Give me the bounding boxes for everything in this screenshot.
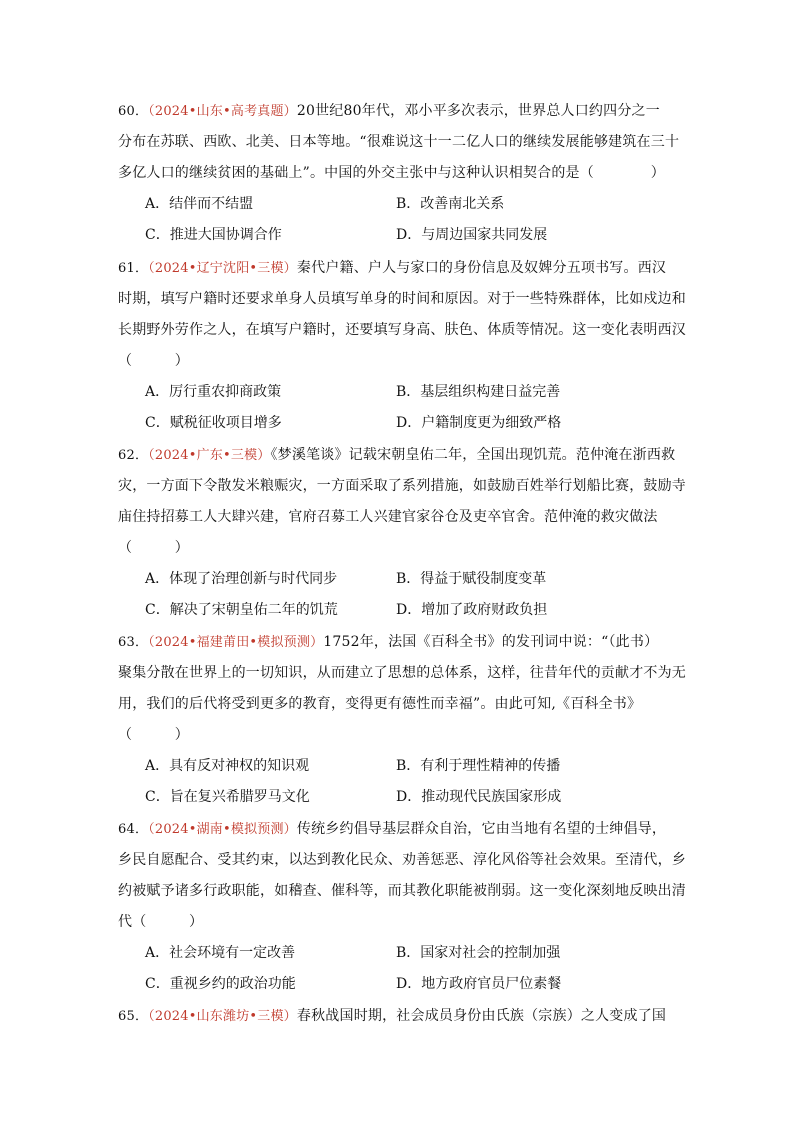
question-text: 长期野外劳作之人，在填写户籍时，还要填写身高、肤色、体质等情况。这一变化表明西汉 <box>118 322 686 338</box>
question-first-line <box>118 440 678 471</box>
question-number: 63． <box>118 635 149 650</box>
question-number: 64． <box>118 822 149 837</box>
question-text: 20世纪80年代，邓小平多次表示，世界总人口约四分之一 <box>296 103 660 119</box>
option-a: A．体现了治理创新与时代同步 <box>145 571 338 587</box>
question-number: 62． <box>118 448 149 463</box>
option-c: C．旨在复兴希腊罗马文化 <box>145 789 310 805</box>
options-row <box>118 938 678 969</box>
option-b: B．基层组织构建日益完善 <box>396 384 561 400</box>
option-c: C．重视乡约的政治功能 <box>145 976 296 992</box>
question-text: 1752年，法国《百科全书》的发刊词中说：“（此书） <box>323 634 659 650</box>
question-number: 65． <box>118 1009 149 1024</box>
answer-paren: （ ） <box>118 540 189 556</box>
option-b: B．改善南北关系 <box>396 196 505 212</box>
question-first-line <box>118 96 678 127</box>
options-row <box>118 751 678 782</box>
option-c: C．解决了宋朝皇佑二年的饥荒 <box>145 602 338 618</box>
question-number: 60． <box>118 104 149 119</box>
question-63 <box>118 627 686 813</box>
options-row <box>118 408 678 439</box>
option-d: D．增加了政府财政负担 <box>396 602 548 618</box>
question-text: 用，我们的后代将受到更多的教育，变得更有德性而幸福”。由此可知,《百科全书》 <box>118 696 642 712</box>
question-source: （2024•辽宁沈阳•三模） <box>148 261 297 276</box>
question-text: 《梦溪笔谈》记载宋朝皇佑二年，全国出现饥荒。范仲淹在浙西救 <box>270 447 676 463</box>
option-d: D．户籍制度更为细致严格 <box>396 415 562 431</box>
question-source: （2024•湖南•模拟预测） <box>148 822 297 837</box>
question-number: 61． <box>118 261 149 276</box>
question-60 <box>118 96 678 251</box>
option-b: B．得益于赋役制度变革 <box>396 571 547 587</box>
question-61 <box>118 253 686 439</box>
option-b: B．国家对社会的控制加强 <box>396 945 561 961</box>
question-first-line <box>118 814 678 845</box>
options-row <box>118 564 678 595</box>
option-a: A．结伴而不结盟 <box>145 196 254 212</box>
question-64 <box>118 814 686 1000</box>
option-d: D．地方政府官员尸位素餐 <box>396 976 562 992</box>
question-65 <box>118 1001 678 1032</box>
option-a: A．具有反对神权的知识观 <box>145 758 310 774</box>
question-text: 庙住持招募工人大肆兴建，官府召募工人兴建官家谷仓及吏卒官舍。范仲淹的救灾做法 <box>118 509 658 525</box>
question-text: 多亿人口的继续贫困的基础上”。中国的外交主张中与这种认识相契合的是（ ） <box>118 165 665 181</box>
question-first-line <box>118 253 678 284</box>
question-source: （2024•山东•高考真题） <box>148 104 297 119</box>
question-first-line <box>118 1001 678 1032</box>
option-a: A．厉行重农抑商政策 <box>145 384 282 400</box>
question-text: 时期，填写户籍时还要求单身人员填写单身的时间和原因。对于一些特殊群体，比如戍边和 <box>118 291 686 307</box>
question-text: 约被赋予诸多行政职能，如稽查、催科等，而其教化职能被削弱。这一变化深刻地反映出清 <box>118 883 686 899</box>
option-c: C．赋税征收项目增多 <box>145 415 282 431</box>
options-row <box>118 189 678 220</box>
question-text: 代（ ） <box>118 914 204 930</box>
options-row <box>118 377 678 408</box>
question-text: 乡民自愿配合、受其约束，以达到教化民众、劝善惩恶、淳化风俗等社会效果。至清代，乡 <box>118 852 686 868</box>
option-c: C．推进大国协调合作 <box>145 227 282 243</box>
question-source: （2024•山东潍坊•三模） <box>148 1009 297 1024</box>
option-d: D．推动现代民族国家形成 <box>396 789 562 805</box>
question-62 <box>118 440 686 626</box>
options-row <box>118 220 678 251</box>
question-source: （2024•广东•三模） <box>148 448 271 463</box>
question-text: 传统乡约倡导基层群众自治，它由当地有名望的士绅倡导， <box>296 821 667 837</box>
answer-paren: （ ） <box>118 353 189 369</box>
option-a: A．社会环境有一定改善 <box>145 945 296 961</box>
question-text: 分布在苏联、西欧、北美、日本等地。“很难说这十一二亿人口的继续发展能够建筑在三十 <box>118 134 680 150</box>
question-text: 聚集分散在世界上的一切知识，从而建立了思想的总体系，这样，往昔年代的贡献才不为无 <box>118 665 686 681</box>
question-text: 灾，一方面下令散发米粮赈灾，一方面采取了系列措施，如鼓励百姓举行划船比赛，鼓励寺 <box>118 478 686 494</box>
options-row <box>118 782 678 813</box>
question-text: 春秋战国时期，社会成员身份由氏族（宗族）之人变成了国 <box>296 1008 667 1024</box>
question-text: 秦代户籍、户人与家口的身份信息及奴婢分五项书写。西汉 <box>296 260 667 276</box>
option-b: B．有利于理性精神的传播 <box>396 758 561 774</box>
option-d: D．与周边国家共同发展 <box>396 227 548 243</box>
answer-paren: （ ） <box>118 727 189 743</box>
question-source: （2024•福建莆田•模拟预测） <box>148 635 324 650</box>
options-row <box>118 595 678 626</box>
options-row <box>118 969 678 1000</box>
question-first-line <box>118 627 678 658</box>
